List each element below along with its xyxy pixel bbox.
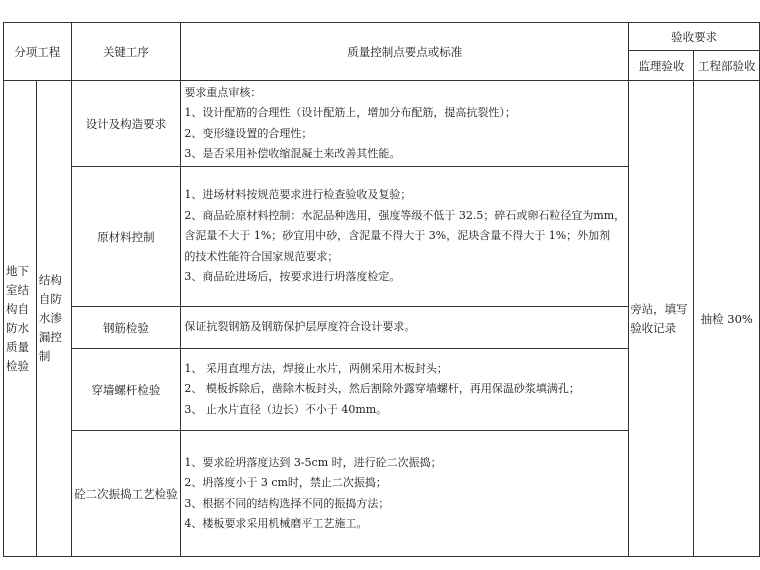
requirement-line: 保证抗裂钢筋及钢筋保护层厚度符合设计要求。: [184, 320, 416, 334]
header-acceptance: 验收要求: [629, 23, 760, 51]
requirement-line: 含泥量不大于 1%；砂宜用中砂，含泥量不得大于 3%，泥块含量不得大于 1%；外加剂: [184, 229, 611, 243]
header-supervision-acceptance: 监理验收: [629, 51, 694, 81]
requirement-line: 3、 止水片直径（边长）不小于 40mm。: [184, 402, 388, 416]
requirement-line: 1、设计配筋的合理性（设计配筋上，增加分布配筋，提高抗裂性）；: [184, 106, 516, 119]
process-cell: 穿墙螺杆检验: [71, 349, 181, 431]
process-cell: 砼二次振捣工艺检验: [71, 431, 181, 557]
table-row: [4, 81, 760, 167]
requirement-line: 2、坍落度小于 3 cm时，禁止二次振捣；: [184, 476, 387, 489]
requirements-cell: [181, 349, 629, 431]
process-cell: 原材料控制: [71, 167, 181, 307]
requirement-line: 1、要求砼坍落度达到 3-5cm 时，进行砼二次振捣；: [184, 455, 442, 469]
group-sub-project: 地下室结构自防水质量检验: [4, 81, 37, 557]
requirements-cell: [181, 307, 629, 349]
group-item: 结构自防水渗漏控制: [36, 81, 71, 557]
process-cell: 设计及构造要求: [71, 81, 181, 167]
requirements-cell: [181, 167, 629, 307]
requirement-line: 4、楼板要求采用机械磨平工艺施工。: [184, 517, 368, 530]
header-dept-acceptance: 工程部验收: [694, 51, 760, 81]
supervision-acceptance-cell: 旁站，填写验收记录: [629, 81, 694, 557]
requirements-cell: [181, 431, 629, 557]
dept-acceptance-cell: 抽检 30%: [694, 81, 760, 557]
requirement-line: 2、商品砼原材料控制：水泥品种选用，强度等级不低于 32.5；碎石或卵石粒径宜为mm，: [184, 208, 626, 222]
requirement-line: 要求重点审核：: [184, 85, 262, 99]
requirement-line: 3、是否采用补偿收缩混凝土来改善其性能。: [184, 147, 401, 160]
header-key-process: 关键工序: [71, 23, 181, 81]
requirement-line: 3、根据不同的结构选择不同的振捣方法；: [184, 496, 390, 510]
quality-control-table-wrapper: [3, 22, 760, 557]
requirement-line: 2、 模板拆除后，凿除木板封头，然后割除外露穿墙螺杆，再用保温砂浆填满孔；: [184, 382, 580, 396]
quality-control-table: [3, 22, 760, 557]
requirement-line: 的技术性能符合国家规范要求；: [184, 249, 339, 263]
header-sub-project: 分项工程: [4, 23, 72, 81]
header-row-1: [4, 23, 760, 51]
requirements-cell: [181, 81, 629, 167]
header-quality-points: 质量控制点要点或标准: [181, 23, 629, 81]
requirement-line: 2、变形缝设置的合理性；: [184, 126, 313, 140]
requirement-line: 1、进场材料按规范要求进行检查验收及复验；: [184, 188, 412, 202]
process-cell: 钢筋检验: [71, 307, 181, 349]
requirement-line: 3、商品砼进场后，按要求进行坍落度检定。: [184, 270, 401, 284]
requirement-line: 1、 采用直埋方法，焊接止水片，两侧采用木板封头；: [184, 361, 448, 375]
